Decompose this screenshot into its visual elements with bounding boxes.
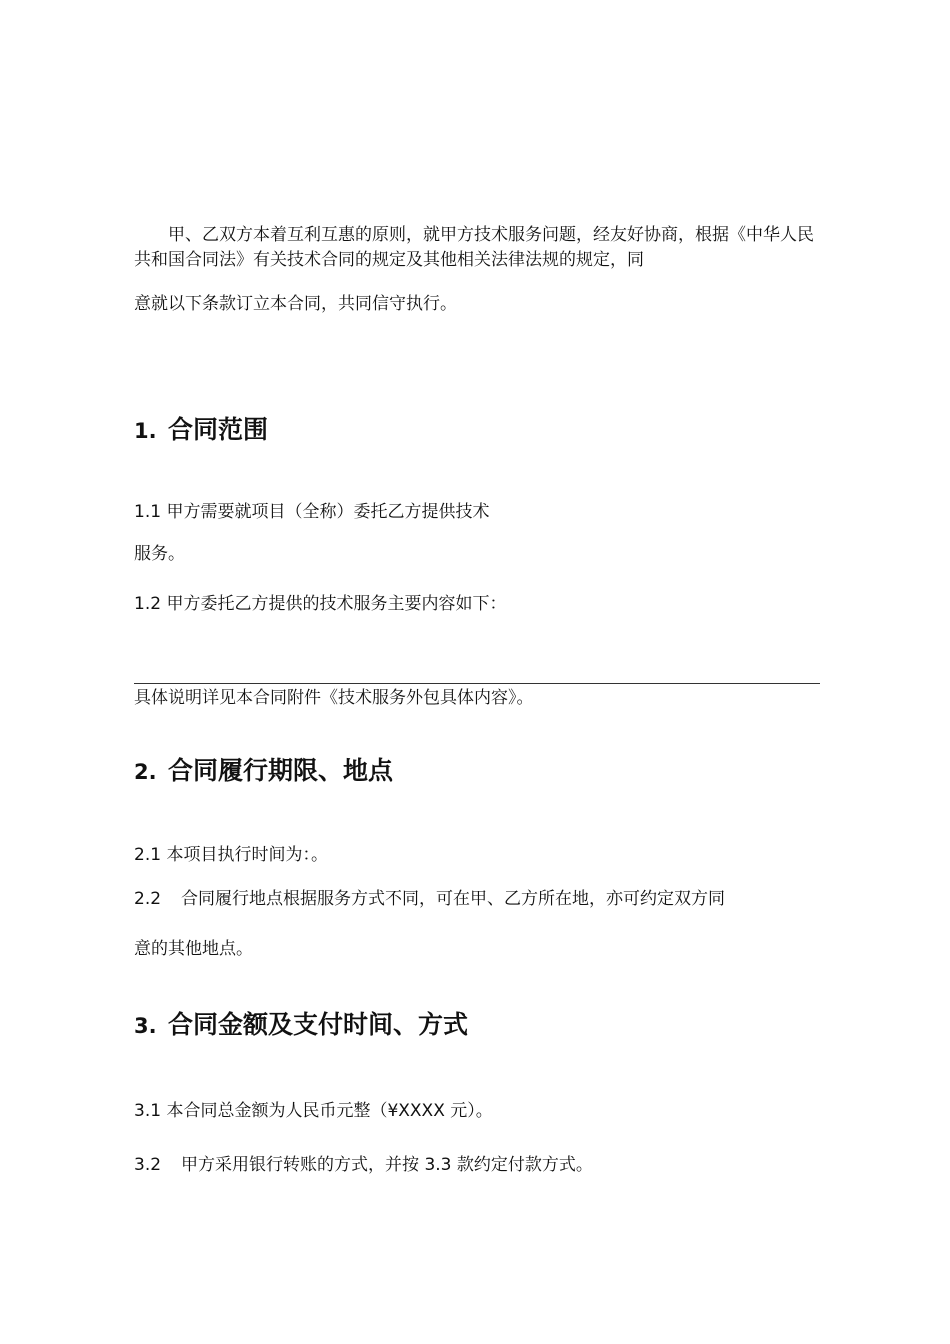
section-heading-3 — [134, 1009, 468, 1042]
intro-paragraph: 甲、乙双方本着互利互惠的原则，就甲方技术服务问题，经友好协商，根据《中华人民共和国合同法》有关技术合同的规定及其他相关法律法规的规定，同 — [134, 225, 814, 270]
clause-number: 1.1 — [134, 502, 162, 522]
section-title: 合同范围 — [168, 415, 269, 444]
section-number: 3. — [134, 1014, 157, 1038]
clause-3-2 — [134, 1153, 593, 1177]
clause-1-2 — [134, 592, 506, 616]
clause-number: 2.1 — [134, 845, 162, 865]
clause-text: 甲方委托乙方提供的技术服务主要内容如下： — [166, 594, 507, 614]
clause-number: 2.2 — [134, 889, 162, 909]
section-heading-2 — [134, 755, 393, 788]
clause-2-2-continued: 意的其他地点。 — [134, 939, 253, 959]
clause-text: 甲方采用银行转账的方式，并按 3.3 款约定付款方式。 — [181, 1155, 593, 1175]
clause-1-1 — [134, 500, 489, 524]
clause-text: 合同履行地点根据服务方式不同，可在甲、乙方所在地，亦可约定双方同 — [181, 889, 726, 909]
clause-text: 本合同总金额为人民币元整（¥XXXX 元）。 — [166, 1101, 493, 1121]
fill-in-line — [134, 683, 820, 684]
section-heading-1 — [134, 414, 268, 447]
clause-text: 本项目执行时间为：。 — [166, 845, 328, 865]
section-number: 1. — [134, 419, 157, 443]
clause-number: 3.2 — [134, 1155, 162, 1175]
intro-paragraph-continued: 意就以下条款订立本合同，共同信守执行。 — [134, 294, 457, 314]
section-number: 2. — [134, 760, 157, 784]
clause-1-1-continued: 服务。 — [134, 544, 185, 564]
clause-number: 3.1 — [134, 1101, 162, 1121]
section-title: 合同履行期限、地点 — [168, 756, 394, 785]
clause-1-2-note: 具体说明详见本合同附件《技术服务外包具体内容》。 — [134, 688, 534, 708]
clause-text: 甲方需要就项目（全称）委托乙方提供技术 — [166, 502, 490, 522]
clause-2-2 — [134, 887, 725, 911]
clause-3-1 — [134, 1099, 493, 1123]
section-title: 合同金额及支付时间、方式 — [168, 1010, 469, 1039]
clause-2-1 — [134, 843, 328, 867]
clause-number: 1.2 — [134, 594, 162, 614]
